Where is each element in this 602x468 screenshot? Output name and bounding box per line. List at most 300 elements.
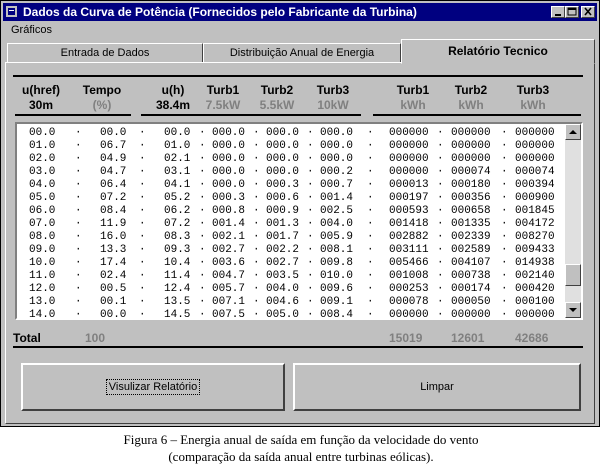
table-row: [17, 192, 565, 205]
table-cell: 004107: [451, 257, 491, 269]
table-cell: 009.1: [320, 296, 354, 308]
column-separator: ·: [199, 179, 206, 191]
close-icon: [582, 7, 594, 17]
column-separator: ·: [367, 244, 374, 256]
table-cell: 00.0: [29, 127, 56, 139]
column-separator: ·: [367, 127, 374, 139]
column-separator: ·: [501, 140, 508, 152]
table-cell: 003.6: [212, 257, 246, 269]
column-separator: ·: [75, 309, 82, 320]
table-cell: 00.0: [164, 127, 191, 139]
table-cell: 002.2: [266, 244, 300, 256]
table-cell: 000000: [389, 166, 429, 178]
table-cell: 000197: [389, 192, 429, 204]
column-separator: ·: [437, 218, 444, 230]
header-turb3: Turb3: [316, 83, 350, 97]
table-cell: 000.6: [266, 192, 300, 204]
arrow-up-icon: [566, 125, 580, 139]
column-separator: ·: [367, 205, 374, 217]
menu-bar: [3, 22, 597, 39]
maximize-icon: [566, 7, 578, 17]
column-separator: ·: [139, 231, 146, 243]
table-cell: 004.0: [320, 218, 354, 230]
table-cell: 000356: [451, 192, 491, 204]
table-row: [17, 283, 565, 296]
scroll-up-button[interactable]: [565, 124, 581, 140]
column-separator: ·: [199, 205, 206, 217]
header-turb1: Turb1: [206, 83, 240, 97]
column-separator: ·: [501, 192, 508, 204]
column-separator: ·: [437, 179, 444, 191]
column-separator: ·: [253, 283, 260, 295]
minimize-button[interactable]: [551, 6, 565, 18]
column-separator: ·: [199, 231, 206, 243]
totals-turb3: 42686: [515, 331, 549, 345]
totals-rule: [13, 346, 583, 348]
visualizar-relatorio-button[interactable]: [21, 363, 285, 411]
table-cell: 08.0: [29, 231, 56, 243]
table-cell: 000738: [451, 270, 491, 282]
column-separator: ·: [501, 153, 508, 165]
column-separator: ·: [307, 140, 314, 152]
table-cell: 002.5: [320, 205, 354, 217]
column-separator: ·: [367, 192, 374, 204]
table-cell: 00.0: [100, 309, 127, 320]
visualizar-relatorio-label: Visulizar Relatório: [106, 379, 200, 395]
table-cell: 008270: [515, 231, 555, 243]
column-separator: ·: [75, 192, 82, 204]
column-separator: ·: [437, 296, 444, 308]
column-separator: ·: [307, 309, 314, 320]
table-cell: 03.0: [29, 166, 56, 178]
table-cell: 000.0: [320, 153, 354, 165]
table-cell: 001008: [389, 270, 429, 282]
table-cell: 08.4: [100, 205, 127, 217]
column-separator: ·: [199, 257, 206, 269]
column-separator: ·: [139, 192, 146, 204]
column-separator: ·: [307, 192, 314, 204]
title-bar[interactable]: [3, 3, 597, 21]
totals-label: Total: [13, 331, 41, 345]
column-separator: ·: [501, 283, 508, 295]
header-uhref: u(href): [22, 83, 60, 97]
column-separator: ·: [501, 218, 508, 230]
table-cell: 004.0: [266, 283, 300, 295]
table-cell: 16.0: [100, 231, 127, 243]
table-cell: 000013: [389, 179, 429, 191]
column-separator: ·: [139, 270, 146, 282]
header-turb1-value: 7.5kW: [205, 98, 241, 112]
table-cell: 06.0: [29, 205, 56, 217]
column-separator: ·: [253, 166, 260, 178]
column-separator: ·: [139, 179, 146, 191]
tab-distribuicao-anual[interactable]: Distribuição Anual de Energia: [203, 43, 401, 63]
column-separator: ·: [253, 244, 260, 256]
report-list[interactable]: [15, 122, 583, 320]
table-cell: 05.0: [29, 192, 56, 204]
column-separator: ·: [199, 270, 206, 282]
column-separator: ·: [199, 309, 206, 320]
column-separator: ·: [199, 244, 206, 256]
table-cell: 002.7: [266, 257, 300, 269]
table-cell: 000.2: [320, 166, 354, 178]
header-uh: u(h): [161, 83, 185, 97]
table-cell: 000.0: [266, 166, 300, 178]
table-cell: 014938: [515, 257, 555, 269]
column-separator: ·: [199, 192, 206, 204]
table-cell: 001335: [451, 218, 491, 230]
table-cell: 008.4: [320, 309, 354, 320]
column-separator: ·: [253, 179, 260, 191]
table-cell: 000000: [515, 309, 555, 320]
column-separator: ·: [437, 309, 444, 320]
table-cell: 001845: [515, 205, 555, 217]
table-cell: 000.0: [320, 127, 354, 139]
column-separator: ·: [367, 296, 374, 308]
column-separator: ·: [75, 179, 82, 191]
column-separator: ·: [75, 231, 82, 243]
column-separator: ·: [501, 127, 508, 139]
table-cell: 002339: [451, 231, 491, 243]
table-cell: 001418: [389, 218, 429, 230]
table-cell: 02.0: [29, 153, 56, 165]
table-row: [17, 140, 565, 153]
column-separator: ·: [75, 283, 82, 295]
table-cell: 002.1: [212, 231, 246, 243]
table-cell: 000000: [389, 153, 429, 165]
table-cell: 005466: [389, 257, 429, 269]
table-cell: 000000: [451, 153, 491, 165]
table-cell: 000000: [389, 140, 429, 152]
table-cell: 13.3: [100, 244, 127, 256]
table-cell: 07.2: [164, 218, 191, 230]
header-turb2: Turb2: [260, 83, 294, 97]
table-cell: 04.0: [29, 179, 56, 191]
arrow-down-icon: [566, 303, 580, 317]
table-cell: 000174: [451, 283, 491, 295]
table-row: [17, 153, 565, 166]
column-separator: ·: [75, 244, 82, 256]
header-kwh-turb2: Turb2: [454, 83, 488, 97]
table-cell: 000253: [389, 283, 429, 295]
table-cell: 000.0: [266, 127, 300, 139]
table-cell: 09.3: [164, 244, 191, 256]
table-cell: 000.3: [212, 192, 246, 204]
column-separator: ·: [139, 166, 146, 178]
table-cell: 000078: [389, 296, 429, 308]
column-separator: ·: [307, 179, 314, 191]
table-cell: 000000: [515, 153, 555, 165]
table-cell: 005.0: [266, 309, 300, 320]
column-separator: ·: [307, 218, 314, 230]
scroll-thumb[interactable]: [565, 264, 581, 286]
header-kwh-turb3-unit: kWh: [520, 98, 546, 112]
table-cell: 005.7: [212, 283, 246, 295]
column-separator: ·: [139, 283, 146, 295]
table-cell: 08.3: [164, 231, 191, 243]
column-separator: ·: [367, 179, 374, 191]
table-cell: 000658: [451, 205, 491, 217]
table-cell: 00.0: [100, 127, 127, 139]
column-separator: ·: [307, 153, 314, 165]
table-cell: 13.0: [29, 296, 56, 308]
table-cell: 10.4: [164, 257, 191, 269]
column-separator: ·: [367, 140, 374, 152]
column-separator: ·: [75, 166, 82, 178]
table-cell: 001.4: [212, 218, 246, 230]
table-cell: 000593: [389, 205, 429, 217]
totals-turb1: 15019: [389, 331, 423, 345]
column-separator: ·: [307, 166, 314, 178]
column-separator: ·: [437, 127, 444, 139]
column-separator: ·: [253, 140, 260, 152]
close-button[interactable]: [581, 6, 595, 18]
column-separator: ·: [75, 153, 82, 165]
column-separator: ·: [75, 257, 82, 269]
table-cell: 000180: [451, 179, 491, 191]
table-cell: 002.7: [212, 244, 246, 256]
table-cell: 003111: [389, 244, 429, 256]
table-cell: 000.0: [212, 127, 246, 139]
table-cell: 05.2: [164, 192, 191, 204]
table-cell: 000.7: [320, 179, 354, 191]
table-cell: 003.5: [266, 270, 300, 282]
table-row: [17, 205, 565, 218]
table-row: [17, 231, 565, 244]
column-separator: ·: [367, 309, 374, 320]
header-uhref-value: 30m: [28, 98, 54, 112]
column-separator: ·: [139, 309, 146, 320]
table-cell: 000000: [389, 127, 429, 139]
table-cell: 06.2: [164, 205, 191, 217]
table-row: [17, 309, 565, 320]
column-separator: ·: [139, 205, 146, 217]
table-cell: 01.0: [29, 140, 56, 152]
menu-graficos[interactable]: Gráficos: [11, 24, 52, 36]
table-cell: 000.0: [212, 153, 246, 165]
column-separator: ·: [437, 244, 444, 256]
column-separator: ·: [253, 296, 260, 308]
column-separator: ·: [307, 270, 314, 282]
column-separator: ·: [437, 257, 444, 269]
figure-caption-line2: (comparação da saída anual entre turbinas eólicas).: [168, 449, 434, 464]
table-cell: 11.4: [164, 270, 191, 282]
column-separator: ·: [199, 296, 206, 308]
column-separator: ·: [501, 296, 508, 308]
table-row: [17, 296, 565, 309]
table-cell: 13.5: [164, 296, 191, 308]
table-cell: 000.3: [266, 179, 300, 191]
column-separator: ·: [307, 205, 314, 217]
scroll-down-button[interactable]: [565, 302, 581, 318]
table-cell: 00.1: [100, 296, 127, 308]
table-cell: 001.4: [320, 192, 354, 204]
column-separator: ·: [253, 270, 260, 282]
column-separator: ·: [199, 127, 206, 139]
table-cell: 04.9: [100, 153, 127, 165]
header-uh-value: 38.4m: [155, 98, 191, 112]
column-separator: ·: [437, 283, 444, 295]
table-row: [17, 257, 565, 270]
table-cell: 010.0: [320, 270, 354, 282]
column-separator: ·: [367, 218, 374, 230]
header-kwh-turb2-unit: kWh: [458, 98, 484, 112]
column-separator: ·: [367, 270, 374, 282]
column-separator: ·: [501, 244, 508, 256]
column-separator: ·: [437, 270, 444, 282]
header-underline-left: [15, 114, 131, 116]
column-separator: ·: [307, 257, 314, 269]
table-cell: 09.0: [29, 244, 56, 256]
tab-relatorio-tecnico[interactable]: Relatório Tecnico: [401, 39, 595, 64]
column-separator: ·: [253, 192, 260, 204]
column-separator: ·: [437, 192, 444, 204]
table-cell: 000000: [451, 127, 491, 139]
table-cell: 10.0: [29, 257, 56, 269]
table-cell: 002882: [389, 231, 429, 243]
column-separator: ·: [307, 283, 314, 295]
app-icon: [6, 6, 17, 17]
table-cell: 002589: [451, 244, 491, 256]
totals-turb2: 12601: [451, 331, 485, 345]
maximize-button[interactable]: [565, 6, 579, 18]
table-cell: 04.7: [100, 166, 127, 178]
column-separator: ·: [437, 231, 444, 243]
column-separator: ·: [199, 218, 206, 230]
table-cell: 14.5: [164, 309, 191, 320]
column-separator: ·: [253, 231, 260, 243]
table-cell: 000.8: [212, 205, 246, 217]
table-cell: 04.1: [164, 179, 191, 191]
table-cell: 000000: [451, 309, 491, 320]
table-cell: 01.0: [164, 140, 191, 152]
column-separator: ·: [75, 140, 82, 152]
table-cell: 000394: [515, 179, 555, 191]
table-cell: 000.9: [266, 205, 300, 217]
tab-strip: [3, 39, 597, 63]
table-cell: 004.6: [266, 296, 300, 308]
table-cell: 07.2: [100, 192, 127, 204]
table-row: [17, 127, 565, 140]
table-row: [17, 218, 565, 231]
header-underline-middle: [141, 114, 361, 116]
column-separator: ·: [501, 231, 508, 243]
table-cell: 002140: [515, 270, 555, 282]
table-cell: 000.0: [212, 166, 246, 178]
column-separator: ·: [253, 153, 260, 165]
table-cell: 000100: [515, 296, 555, 308]
table-row: [17, 244, 565, 257]
column-separator: ·: [367, 153, 374, 165]
column-separator: ·: [307, 231, 314, 243]
header-turb2-value: 5.5kW: [259, 98, 295, 112]
table-row: [17, 166, 565, 179]
column-separator: ·: [253, 218, 260, 230]
column-separator: ·: [501, 257, 508, 269]
table-cell: 009433: [515, 244, 555, 256]
window-title: Dados da Curva de Potência (Fornecidos pelo Fabricante da Turbina): [23, 5, 417, 19]
column-separator: ·: [75, 296, 82, 308]
column-separator: ·: [307, 296, 314, 308]
table-cell: 007.5: [212, 309, 246, 320]
header-kwh-turb3: Turb3: [516, 83, 550, 97]
table-cell: 000000: [389, 309, 429, 320]
column-separator: ·: [199, 153, 206, 165]
column-separator: ·: [437, 166, 444, 178]
table-cell: 007.1: [212, 296, 246, 308]
tab-entrada-de-dados[interactable]: Entrada de Dados: [7, 43, 203, 63]
table-cell: 000.0: [212, 140, 246, 152]
header-turb3-value: 10kW: [317, 98, 349, 112]
table-cell: 06.7: [100, 140, 127, 152]
header-tempo-unit: (%): [92, 98, 112, 112]
column-separator: ·: [253, 205, 260, 217]
table-cell: 03.1: [164, 166, 191, 178]
column-separator: ·: [501, 179, 508, 191]
column-separator: ·: [75, 127, 82, 139]
table-cell: 000.0: [320, 140, 354, 152]
column-separator: ·: [367, 257, 374, 269]
vertical-scrollbar[interactable]: [565, 124, 581, 318]
column-separator: ·: [253, 257, 260, 269]
column-separator: ·: [139, 296, 146, 308]
table-cell: 11.9: [100, 218, 127, 230]
column-separator: ·: [75, 205, 82, 217]
table-row: [17, 270, 565, 283]
header-kwh-turb1-unit: kWh: [400, 98, 426, 112]
column-separator: ·: [501, 309, 508, 320]
minimize-icon: [552, 7, 564, 17]
totals-tempo: 100: [85, 331, 106, 345]
header-tempo: Tempo: [82, 83, 122, 97]
table-cell: 07.0: [29, 218, 56, 230]
table-cell: 12.4: [164, 283, 191, 295]
column-separator: ·: [199, 283, 206, 295]
column-separator: ·: [139, 153, 146, 165]
column-separator: ·: [501, 205, 508, 217]
column-separator: ·: [139, 140, 146, 152]
limpar-button[interactable]: Limpar: [293, 363, 581, 411]
table-cell: 12.0: [29, 283, 56, 295]
column-separator: ·: [139, 244, 146, 256]
table-cell: 000074: [515, 166, 555, 178]
figure-caption-line1: Figura 6 – Energia anual de saída em função da velocidade do vento: [123, 432, 479, 447]
table-cell: 000074: [451, 166, 491, 178]
table-cell: 06.4: [100, 179, 127, 191]
table-cell: 000.0: [266, 140, 300, 152]
column-separator: ·: [75, 218, 82, 230]
table-row: [17, 179, 565, 192]
column-separator: ·: [307, 127, 314, 139]
table-cell: 000000: [515, 127, 555, 139]
column-separator: ·: [501, 166, 508, 178]
table-cell: 000000: [451, 140, 491, 152]
table-cell: 004172: [515, 218, 555, 230]
table-cell: 009.6: [320, 283, 354, 295]
table-cell: 000.0: [266, 153, 300, 165]
table-cell: 000900: [515, 192, 555, 204]
table-cell: 11.0: [29, 270, 56, 282]
table-cell: 14.0: [29, 309, 56, 320]
header-top-rule: [13, 75, 583, 77]
header-underline-right: [373, 114, 581, 116]
table-cell: 009.8: [320, 257, 354, 269]
table-cell: 005.9: [320, 231, 354, 243]
table-cell: 02.4: [100, 270, 127, 282]
column-separator: ·: [139, 218, 146, 230]
column-separator: ·: [253, 127, 260, 139]
table-cell: 008.1: [320, 244, 354, 256]
